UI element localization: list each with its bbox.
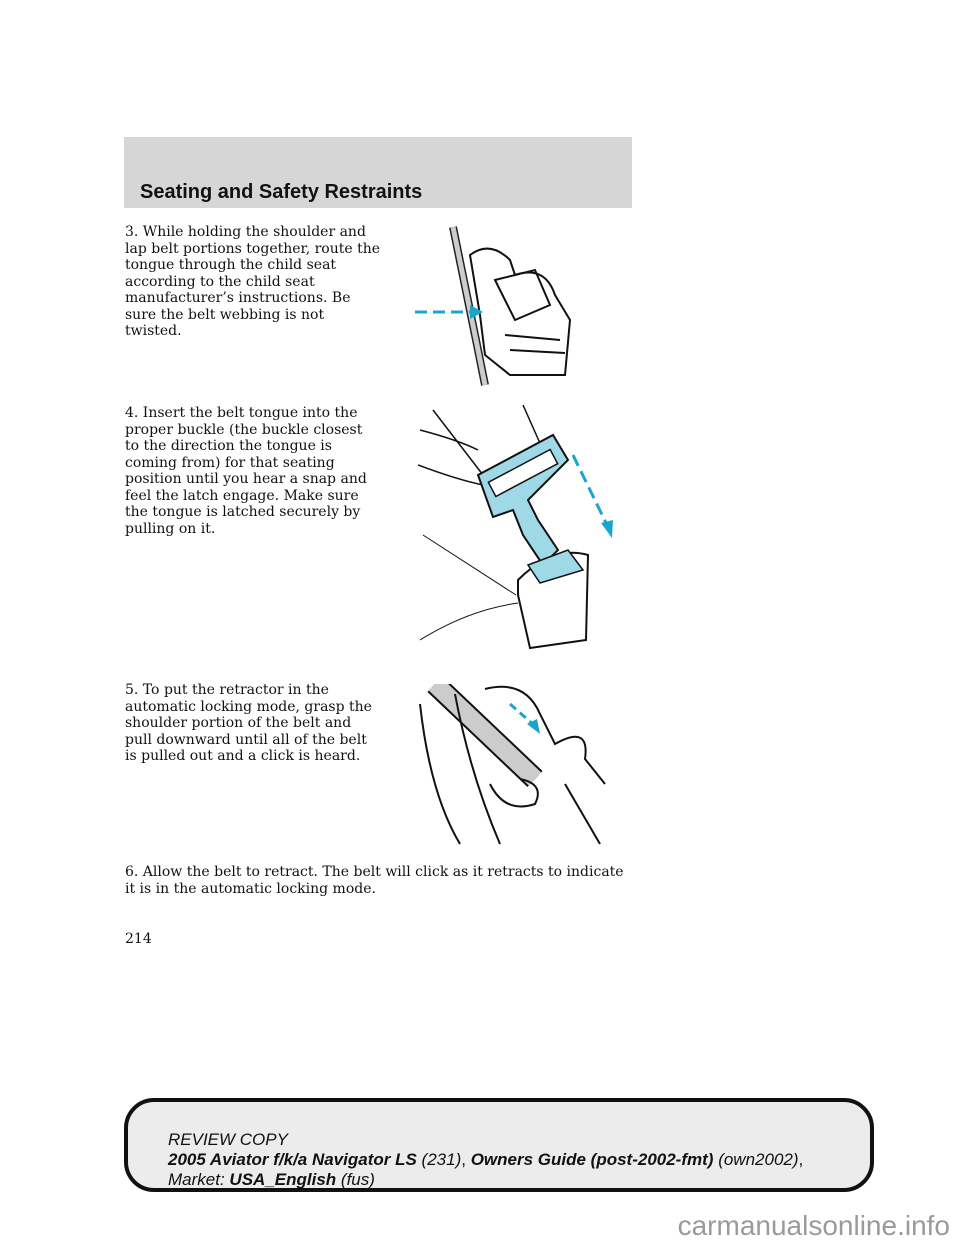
step-3-text: 3. While holding the shoulder and lap belt portions together, route the tongue through the child seat according to the child seat manufacturer’s instructions. Be sure the belt webbing is not twisted.: [125, 224, 381, 339]
market-value: USA_English: [229, 1170, 337, 1189]
model-name: 2005 Aviator f/k/a Navigator LS: [168, 1150, 417, 1169]
step-4-text: 4. Insert the belt tongue into the proper buckle (the buckle closest to the direction the tongue is coming from) for that seating position until you hear a snap and feel the latch engage. Make sure the tongue is latched securely by pulling on it.: [125, 405, 367, 537]
model-code: (231): [421, 1150, 462, 1169]
step-6-text: 6. Allow the belt to retract. The belt will click as it retracts to indicate it is in the automatic locking mode.: [125, 864, 624, 897]
market-label: Market:: [168, 1170, 225, 1189]
guide-name: Owners Guide (post-2002-fmt): [470, 1150, 714, 1169]
buckle-illustration: [418, 405, 618, 667]
section-header: [124, 137, 632, 208]
page-number: 214: [125, 931, 152, 947]
child-seat-illustration: [415, 225, 580, 390]
retractor-illustration: [415, 684, 610, 846]
watermark: carmanualsonline.info: [677, 1210, 950, 1241]
review-copy-footer: REVIEW COPY 2005 Aviator f/k/a Navigator LS (231), Owners Guide (post-2002-fmt) (own2002), Market: USA_English (fus): [124, 1098, 874, 1192]
section-title: Seating and Safety Restraints: [140, 181, 423, 203]
step-5-text: 5. To put the retractor in the automatic locking mode, grasp the shoulder portion of the belt and pull downward until all of the belt is pulled out and a click is heard.: [125, 682, 372, 764]
market-code: (fus): [340, 1170, 375, 1189]
review-label: REVIEW COPY: [168, 1130, 288, 1149]
guide-code: (own2002): [718, 1150, 799, 1169]
